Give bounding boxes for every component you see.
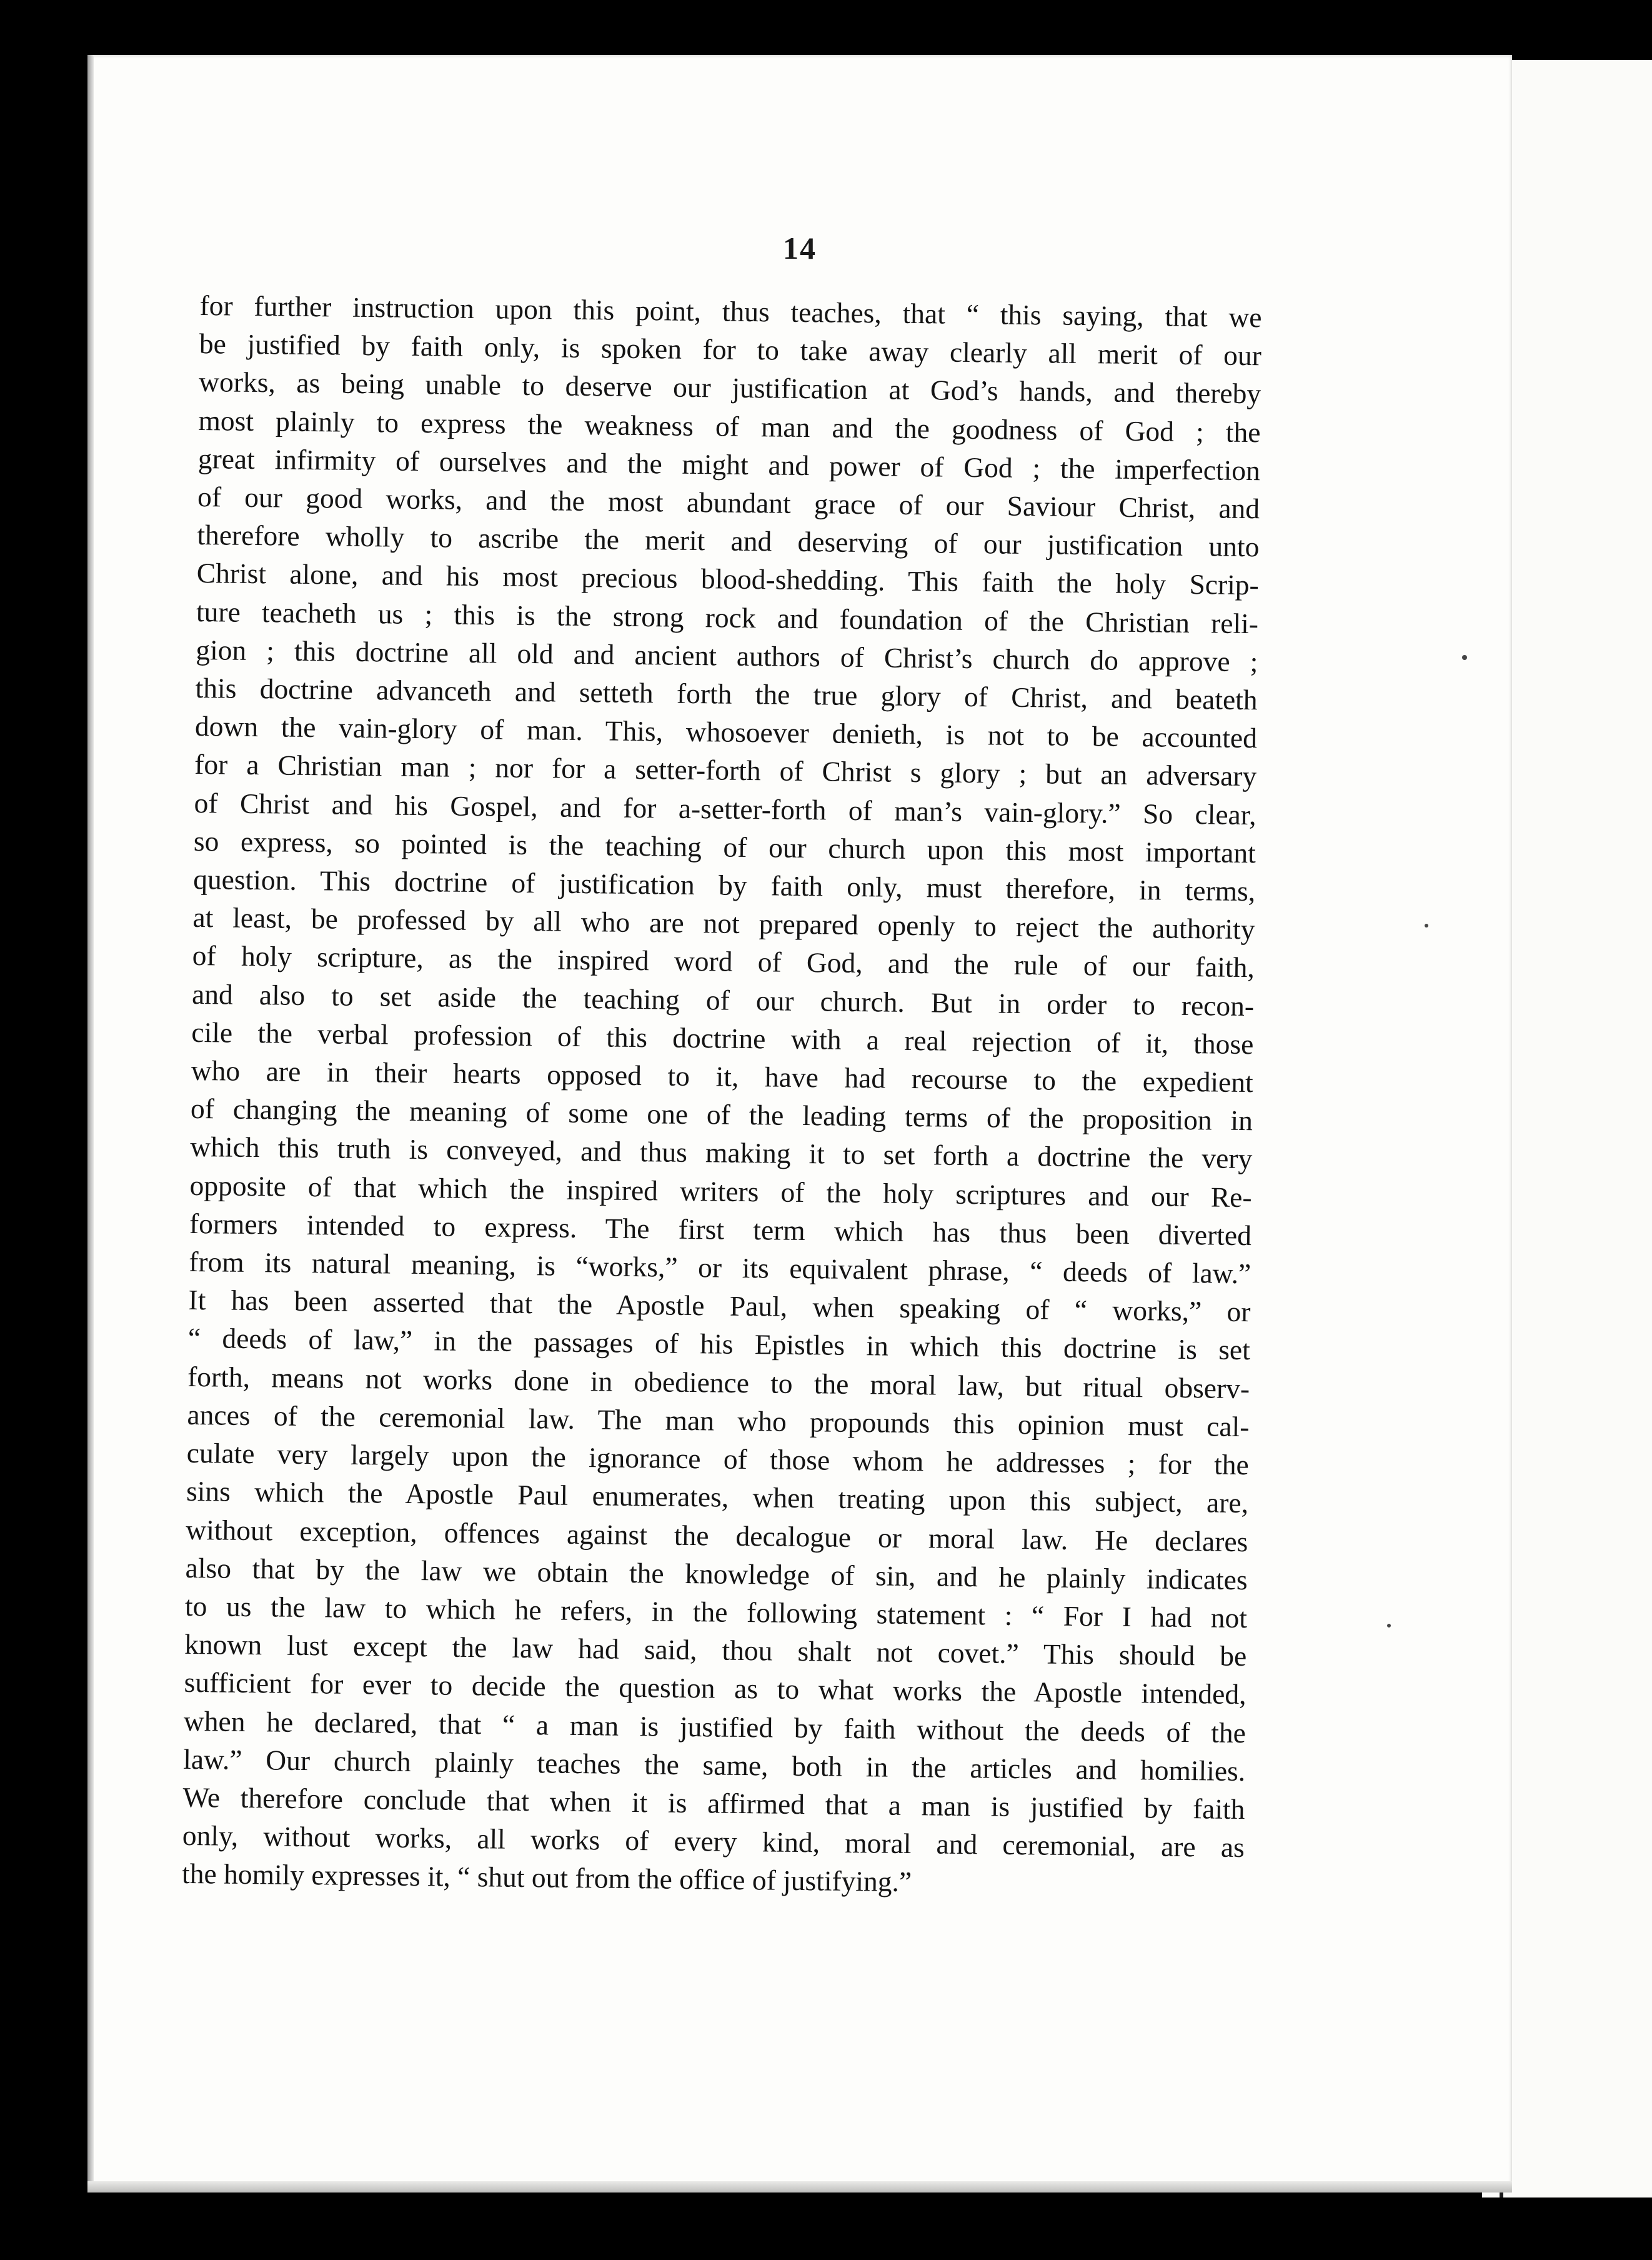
text-line: works, as being unable to deserve our justification at God’s hands, and thereby xyxy=(198,366,1261,410)
text-line: without exception, offences against the decalogue or moral law. He declares xyxy=(186,1513,1248,1558)
text-line: We therefore conclude that when it is affirmed that a man is justified by faith xyxy=(182,1781,1245,1826)
text-line: of our good works, and the most abundant grace of our Saviour Christ, and xyxy=(197,480,1260,525)
text-line: gion ; this doctrine all old and ancient authors of Christ’s church do approve ; xyxy=(196,633,1258,678)
text-line: ances of the ceremonial law. The man who propounds this opinion must cal- xyxy=(187,1398,1250,1443)
text-line: of holy scripture, as the inspired word of God, and the rule of our faith, xyxy=(192,939,1255,984)
text-line: this doctrine advanceth and setteth forth the true glory of Christ, and beateth xyxy=(195,671,1258,716)
text-line: question. This doctrine of justification by faith only, must therefore, in terms, xyxy=(192,862,1256,908)
text-line: known lust except the law had said, thou shalt not covet.” This should be xyxy=(184,1628,1247,1672)
text-line: so express, so pointed is the teaching of our church upon this most important xyxy=(193,824,1256,869)
ink-speck xyxy=(1462,655,1467,660)
text-line: from its natural meaning, is “works,” or its equivalent phrase, “ deeds of law.” xyxy=(189,1245,1251,1290)
text-line: therefore wholly to ascribe the merit and deserving of our justification unto xyxy=(197,519,1260,563)
text-line: who are in their hearts opposed to it, have had recourse to the expedient xyxy=(191,1054,1253,1099)
text-line: opposite of that which the inspired writers of the holy scriptures and our Re- xyxy=(189,1169,1252,1213)
text-line: formers intended to express. The first term which has thus been diverted xyxy=(189,1207,1252,1252)
text-line: cile the verbal profession of this doctrine with a real rejection of it, those xyxy=(191,1016,1254,1061)
text-line: ture teacheth us ; this is the strong rock and foundation of the Christian reli- xyxy=(196,595,1259,639)
ink-speck xyxy=(1425,924,1428,928)
text-line: down the vain-glory of man. This, whosoever denieth, is not to be accounted xyxy=(194,710,1258,754)
text-line: when he declared, that “ a man is justified by faith without the deeds of the xyxy=(183,1704,1246,1749)
text-line: also that by the law we obtain the knowledge of sin, and he plainly indicates xyxy=(185,1551,1248,1596)
ink-speck xyxy=(1387,1624,1391,1628)
text-line: sufficient for ever to decide the question as to what works the Apostle intended, xyxy=(184,1666,1246,1711)
text-line: sins which the Apostle Paul enumerates, when treating upon this subject, are, xyxy=(186,1475,1249,1519)
text-line: forth, means not works done in obedience to the moral law, but ritual observ- xyxy=(187,1360,1250,1404)
text-line: great infirmity of ourselves and the might and power of God ; the imperfection xyxy=(197,442,1261,487)
text-line: most plainly to express the weakness of man and the goodness of God ; the xyxy=(198,404,1261,448)
text-line: to us the law to which he refers, in the following statement : “ For I had not xyxy=(184,1589,1248,1634)
page-left-edge xyxy=(87,55,94,2192)
text-line: the homily expresses it, “ shut out from the office of justifying.” xyxy=(181,1858,912,1898)
text-line: Christ alone, and his most precious blood-shedding. This faith the holy Scrip- xyxy=(196,557,1259,601)
text-line: of Christ and his Gospel, and for a-setter-forth of man’s vain-glory.” So clear, xyxy=(194,786,1256,831)
text-line: only, without works, all works of every kind, moral and ceremonial, are as xyxy=(182,1819,1245,1864)
text-line: and also to set aside the teaching of our church. But in order to recon- xyxy=(191,978,1255,1022)
text-line: at least, be professed by all who are not prepared openly to reject the authority xyxy=(192,901,1255,946)
text-line: It has been asserted that the Apostle Paul, when speaking of “ works,” or xyxy=(188,1284,1251,1328)
text-line: for further instruction upon this point, thus teaches, that “ this saying, that we xyxy=(199,289,1262,334)
page-body-text xyxy=(182,286,1262,1905)
text-line: be justified by faith only, is spoken for to take away clearly all merit of our xyxy=(199,328,1262,372)
text-line: which this truth is conveyed, and thus making it to set forth a doctrine the very xyxy=(190,1131,1253,1175)
text-line: of changing the meaning of some one of the leading terms of the proposition in xyxy=(190,1092,1253,1137)
book-page xyxy=(87,55,1512,2192)
text-line: culate very largely upon the ignorance of those whom he addresses ; for the xyxy=(186,1436,1250,1481)
text-line: law.” Our church plainly teaches the same, both in the articles and homilies. xyxy=(182,1742,1246,1787)
text-line: for a Christian man ; nor for a setter-forth of Christ s glory ; but an adversary xyxy=(194,748,1257,792)
text-line: “ deeds of law,” in the passages of his Epistles in which this doctrine is set xyxy=(187,1322,1251,1366)
page-bottom-edge xyxy=(87,2181,1512,2192)
page-number: 14 xyxy=(783,231,817,266)
